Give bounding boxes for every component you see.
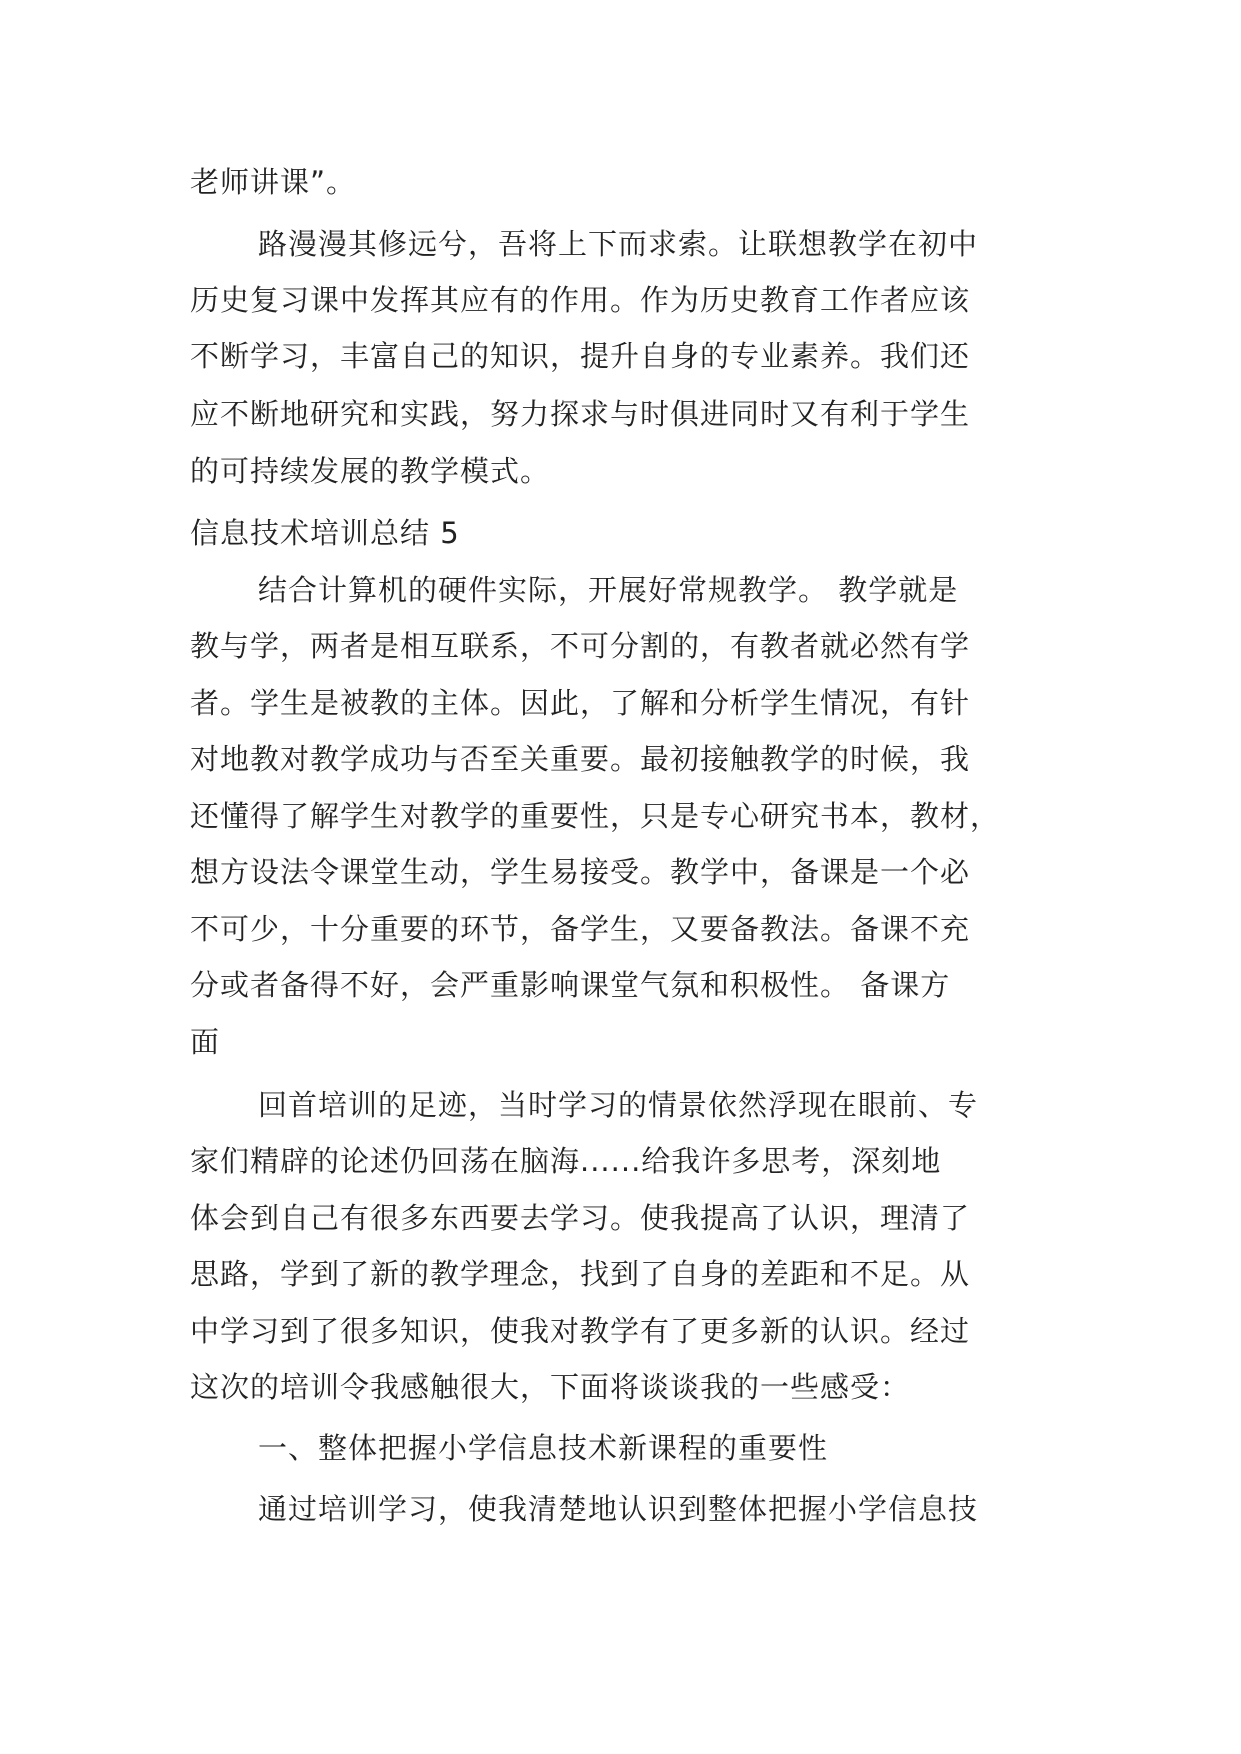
subsection-heading: 一、整体把握小学信息技术新课程的重要性: [258, 1431, 829, 1465]
paragraph-line: 路漫漫其修远兮，吾将上下而求索。让联想教学在初中: [258, 227, 979, 261]
paragraph-line: 历史复习课中发挥其应有的作用。作为历史教育工作者应该: [190, 283, 971, 317]
paragraph-line: 不可少，十分重要的环节，备学生，又要备教法。备课不充: [190, 912, 971, 946]
paragraph-line: 回首培训的足迹，当时学习的情景依然浮现在眼前、专: [258, 1088, 979, 1122]
paragraph-line: 结合计算机的硬件实际，开展好常规教学。 教学就是: [258, 573, 959, 607]
paragraph-line: 者。学生是被教的主体。因此，了解和分析学生情况，有针: [190, 686, 971, 720]
paragraph-line: 体会到自己有很多东西要去学习。使我提高了认识，理清了: [190, 1201, 971, 1235]
paragraph-line: 应不断地研究和实践，努力探求与时俱进同时又有利于学生: [190, 397, 971, 431]
paragraph-line: 不断学习，丰富自己的知识，提升自身的专业素养。我们还: [190, 339, 971, 373]
paragraph-line: 中学习到了很多知识，使我对教学有了更多新的认识。经过: [190, 1314, 971, 1348]
paragraph-line: 这次的培训令我感触很大，下面将谈谈我的一些感受：: [190, 1370, 911, 1404]
paragraph-line: 家们精辟的论述仍回荡在脑海......给我许多思考，深刻地: [190, 1144, 942, 1178]
paragraph-line: 思路，学到了新的教学理念，找到了自身的差距和不足。从: [190, 1257, 971, 1291]
paragraph-line: 的可持续发展的教学模式。: [190, 454, 551, 488]
paragraph-line: 还懂得了解学生对教学的重要性，只是专心研究书本，教材，: [190, 799, 1001, 833]
paragraph-line: 教与学，两者是相互联系，不可分割的，有教者就必然有学: [190, 629, 971, 663]
section-heading: 信息技术培训总结 5: [190, 516, 460, 550]
paragraph-line: 面: [190, 1025, 221, 1059]
paragraph-line: 想方设法令课堂生动，学生易接受。教学中，备课是一个必: [190, 855, 971, 889]
paragraph-line: 通过培训学习，使我清楚地认识到整体把握小学信息技: [258, 1492, 979, 1526]
paragraph-line: 老师讲课”。: [190, 165, 357, 199]
paragraph-line: 分或者备得不好，会严重影响课堂气氛和积极性。 备课方: [190, 968, 951, 1002]
paragraph-line: 对地教对教学成功与否至关重要。最初接触教学的时候，我: [190, 742, 971, 776]
